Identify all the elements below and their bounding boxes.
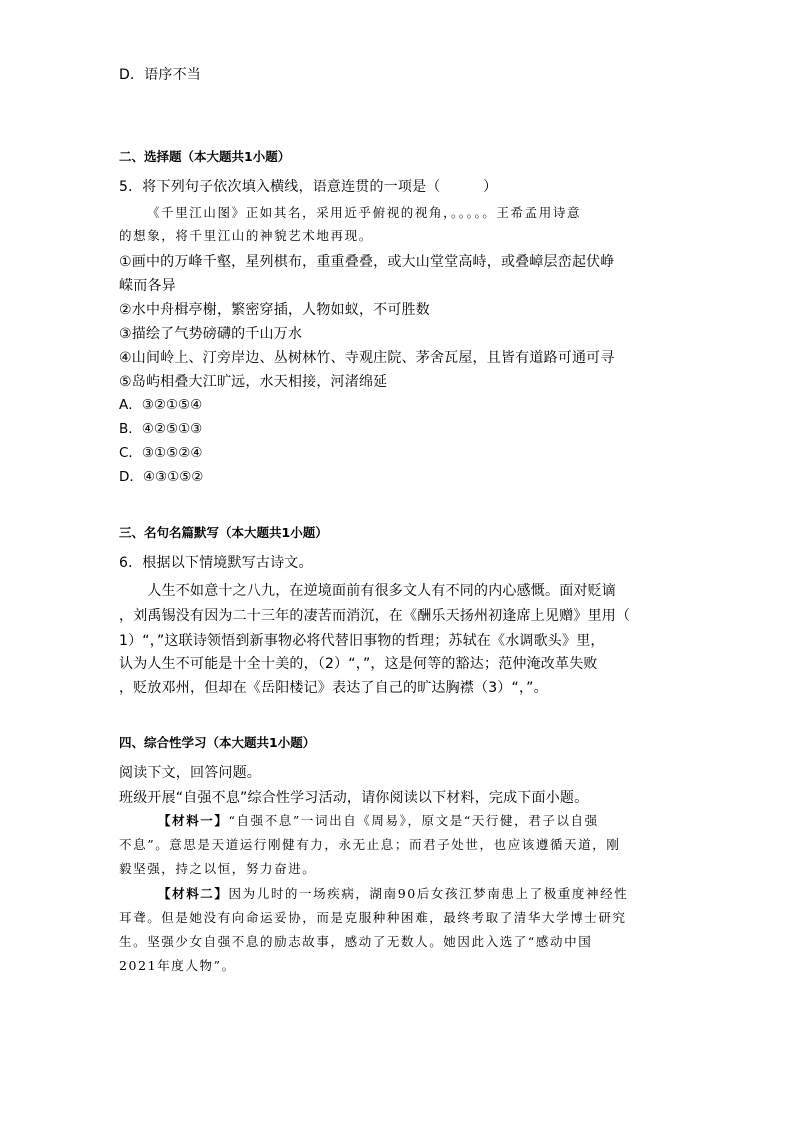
q5-option-c: C．③①⑤②④ [119, 445, 203, 461]
q5-passage-line: 的想象，将千里江山的神貌艺术地再现。 [119, 228, 373, 243]
material1-text: “自强不息”一词出自《周易》，原文是“天行健，君子以自强 [228, 813, 599, 828]
q5-sentence: ②水中舟楫亭榭，繁密穿插，人物如蚁，不可胜数 [119, 302, 430, 318]
q5-option-a: A．③②①⑤④ [119, 397, 203, 413]
q5-sentence: ⑤岛屿相叠大江旷远，水天相接，河渚绵延 [119, 374, 388, 390]
q5-sentence: ③描绘了气势磅礴的千山万水 [119, 326, 303, 342]
q4-option-d: D．语序不当 [119, 67, 201, 83]
section4-intro: 阅读下文，回答问题。 [119, 765, 261, 781]
q5-sentence: 嵘而各异 [119, 278, 176, 294]
material2-line: 耳聋。但是她没有向命运妥协，而是克服种种困难，最终考取了清华大学博士研究 [119, 910, 627, 925]
q5-option-b: B．④②⑤①③ [119, 421, 203, 437]
material2-line [158, 888, 628, 901]
q6-passage-line: ，贬放邓州，但却在《岳阳楼记》表达了自己的旷达胸襟（3）“，”。 [119, 680, 548, 696]
material2-line: 2021年度人物”。 [119, 958, 236, 973]
section4-heading: 四、综合性学习（本大题共1小题） [119, 735, 316, 750]
q6-question: 6．根据以下情境默写古诗文。 [119, 555, 313, 571]
material2-line: 生。坚强少女自强不息的励志故事，感动了无数人。她因此入选了“感动中国 [119, 934, 593, 949]
material1-line [158, 815, 599, 828]
material2-label: 【材料二】 [158, 886, 229, 901]
q6-passage-line: ，刘禹锡没有因为二十三年的凄苦而消沉，在《酬乐天扬州初逢席上见赠》里用（ [119, 608, 631, 624]
section2-heading: 二、选择题（本大题共1小题） [119, 149, 291, 164]
material1-label: 【材料一】 [158, 813, 229, 828]
material1-line: 不息”。意思是天道运行刚健有力，永无止息；而君子处世，也应该遵循天道，刚 [119, 837, 621, 852]
q5-sentence: ①画中的万峰千壑，星列棋布，重重叠叠，或大山堂堂高峙，或叠嶂层峦起伏峥 [119, 254, 615, 270]
section4-activity: 班级开展“自强不息”综合性学习活动，请你阅读以下材料，完成下面小题。 [119, 790, 589, 806]
material2-text: 因为儿时的一场疾病，湖南90后女孩江梦南患上了极重度神经性 [228, 886, 629, 901]
q5-question: 5．将下列句子依次填入横线，语意连贯的一项是（ ） [119, 179, 498, 195]
q6-passage-line: 1）“，”这联诗领悟到新事物必将代替旧事物的哲理；苏轼在《水调歌头》里， [119, 633, 605, 649]
q6-passage-line: 人生不如意十之八九，在逆境面前有很多文人有不同的内心感慨。面对贬谪 [119, 583, 616, 599]
q5-option-d: D．④③①⑤② [119, 469, 204, 485]
section3-heading: 三、名句名篇默写（本大题共1小题） [119, 525, 328, 540]
material1-line: 毅坚强，持之以恒，努力奋进。 [119, 861, 317, 876]
q6-passage-line: 认为人生不可能是十全十美的，（2）“，”，这是何等的豁达；范仲淹改革失败 [119, 656, 598, 672]
q5-sentence: ④山间岭上、汀旁岸边、丛树林竹、寺观庄院、茅舍瓦屋，且皆有道路可通可寻 [119, 350, 615, 366]
q5-passage-line: 《千里江山图》正如其名，采用近乎俯视的视角，。。。。。王希孟用诗意 [147, 205, 582, 220]
